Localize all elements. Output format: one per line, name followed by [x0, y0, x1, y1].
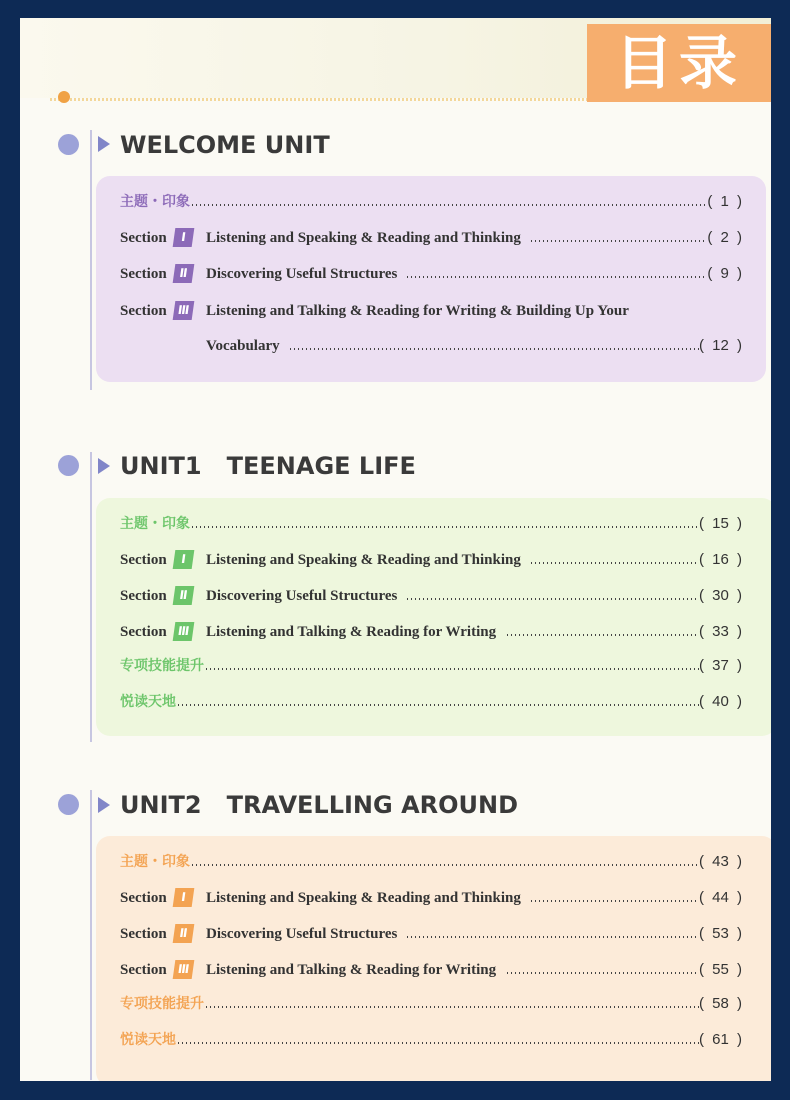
page-number: ( 30 ): [698, 587, 742, 604]
unit-arrow-icon: [98, 136, 110, 152]
section-number-badge: Ⅰ: [173, 888, 195, 907]
toc-entry: [120, 1028, 742, 1052]
page-number: ( 9 ): [707, 265, 742, 282]
page-number: ( 1 ): [707, 193, 742, 210]
section-number-badge: Ⅲ: [173, 622, 195, 641]
leader-dots: [192, 864, 699, 866]
section-title: Discovering Useful Structures: [206, 588, 398, 604]
topic-label: 专项技能提升: [120, 996, 204, 1012]
section-label: Section: [120, 890, 167, 906]
toc-entry: [120, 690, 742, 714]
unit-divider: [90, 130, 92, 390]
leader-dots: [407, 936, 699, 938]
page-number: ( 16 ): [698, 551, 742, 568]
toc-entry: [120, 584, 742, 608]
leader-dots: [290, 348, 699, 350]
decorative-dot: [58, 91, 70, 103]
section-title: Listening and Talking & Reading for Writing: [206, 624, 497, 640]
leader-dots: [192, 204, 707, 206]
section-label: Section: [120, 230, 167, 246]
unit-title: UNIT2 TRAVELLING AROUND: [120, 791, 519, 819]
section-label: Section: [120, 588, 167, 604]
section-number-badge: Ⅰ: [173, 550, 195, 569]
toc-entry-continued: [120, 334, 742, 358]
unit-arrow-icon: [98, 458, 110, 474]
section-label: Section: [120, 962, 167, 978]
toc-entry: [120, 850, 742, 874]
unit-marker-dot: [58, 455, 79, 476]
section-label: Section: [120, 266, 167, 282]
unit-marker-dot: [58, 134, 79, 155]
page-number: ( 2 ): [707, 229, 742, 246]
section-number-badge: Ⅲ: [173, 960, 195, 979]
section-number-badge: Ⅱ: [173, 586, 195, 605]
page-number: ( 58 ): [698, 995, 742, 1012]
leader-dots: [178, 704, 699, 706]
page-number: ( 37 ): [698, 657, 742, 674]
toc-entry: [120, 620, 742, 644]
toc-entry: [120, 922, 742, 946]
leader-dots: [531, 240, 707, 242]
section-label: Section: [120, 926, 167, 942]
toc-page: [20, 18, 771, 1081]
section-title: Listening and Talking & Reading for Writing & Building Up Your: [206, 303, 629, 319]
section-number-badge: Ⅲ: [173, 301, 195, 320]
unit-arrow-icon: [98, 797, 110, 813]
toc-entry: [120, 226, 742, 250]
toc-entry: [120, 299, 742, 323]
section-label: Section: [120, 552, 167, 568]
section-title-continued: Vocabulary: [206, 338, 280, 354]
leader-dots: [192, 526, 699, 528]
page-number: ( 55 ): [698, 961, 742, 978]
topic-label: 悦读天地: [120, 694, 176, 710]
section-title: Discovering Useful Structures: [206, 926, 398, 942]
page-number: ( 33 ): [698, 623, 742, 640]
leader-dots: [531, 562, 699, 564]
topic-label: 专项技能提升: [120, 658, 204, 674]
toc-entry: [120, 654, 742, 678]
toc-entry: [120, 958, 742, 982]
page-number: ( 15 ): [698, 515, 742, 532]
leader-dots: [407, 276, 707, 278]
toc-entry: [120, 548, 742, 572]
leader-dots: [178, 1042, 699, 1044]
leader-dots: [507, 634, 699, 636]
unit-divider: [90, 452, 92, 742]
section-title: Discovering Useful Structures: [206, 266, 398, 282]
decorative-rule: [50, 98, 587, 101]
page-number: ( 40 ): [698, 693, 742, 710]
toc-entry: [120, 992, 742, 1016]
leader-dots: [206, 1006, 699, 1008]
page-number: ( 44 ): [698, 889, 742, 906]
unit-marker-dot: [58, 794, 79, 815]
page-number: ( 61 ): [698, 1031, 742, 1048]
page-number: ( 43 ): [698, 853, 742, 870]
toc-entry: [120, 512, 742, 536]
leader-dots: [206, 668, 699, 670]
toc-entry: [120, 262, 742, 286]
title-block: [587, 24, 771, 102]
section-number-badge: Ⅱ: [173, 924, 195, 943]
section-label: Section: [120, 624, 167, 640]
toc-entry: [120, 886, 742, 910]
section-title: Listening and Speaking & Reading and Thinking: [206, 552, 521, 568]
topic-label: 主题・印象: [120, 194, 190, 210]
leader-dots: [407, 598, 699, 600]
page-number: ( 12 ): [698, 337, 742, 354]
page-title: 目录: [614, 29, 743, 97]
section-number-badge: Ⅱ: [173, 264, 195, 283]
section-label: Section: [120, 303, 167, 319]
topic-label: 主题・印象: [120, 516, 190, 532]
topic-label: 悦读天地: [120, 1032, 176, 1048]
section-title: Listening and Talking & Reading for Writing: [206, 962, 497, 978]
leader-dots: [531, 900, 699, 902]
page-number: ( 53 ): [698, 925, 742, 942]
unit-divider: [90, 790, 92, 1080]
section-title: Listening and Speaking & Reading and Thinking: [206, 230, 521, 246]
unit-title: WELCOME UNIT: [120, 131, 330, 159]
leader-dots: [507, 972, 699, 974]
unit-title: UNIT1 TEENAGE LIFE: [120, 452, 416, 480]
toc-entry: [120, 190, 742, 214]
section-title: Listening and Speaking & Reading and Thinking: [206, 890, 521, 906]
topic-label: 主题・印象: [120, 854, 190, 870]
section-number-badge: Ⅰ: [173, 228, 195, 247]
